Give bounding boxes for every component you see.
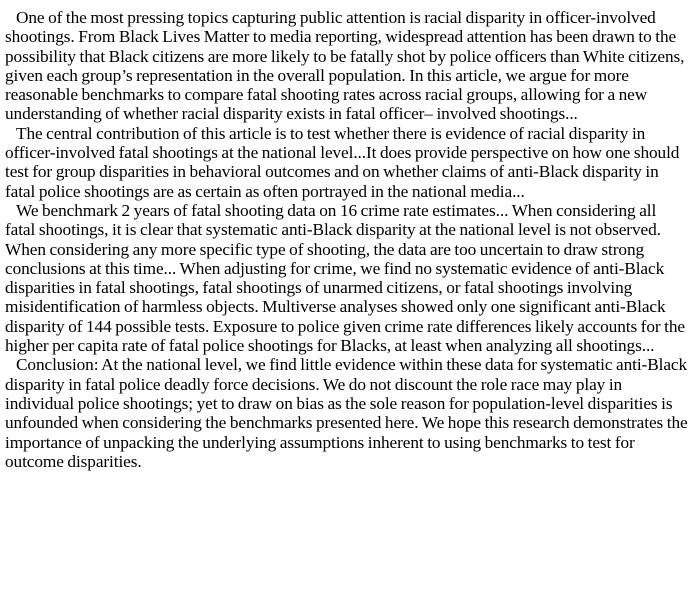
paragraph-central-contribution: The central contribution of this article is to test whether there is evidence of racial disparity in officer-involved fatal shootings at the national level...It does provide perspective on how one should test for group disparities in behavioral outcomes and on whether claims of anti-Black disparity in fatal police shootings are as certain as often portrayed in the national media...: [5, 123, 680, 201]
paragraph-results: We benchmark 2 years of fatal shooting data on 16 crime rate estimates... When considering all fatal shootings, it is clear that systematic anti-Black disparity at the national level is not observed. When considering any more specific type of shooting, the data are too uncertain to draw strong conclusions at this time... When adjusting for crime, we find no systematic evidence of anti-Black disparities in fatal shootings, fatal shootings of unarmed citizens, or fatal shootings involving misidentification of harmless objects. Multiverse analyses showed only one significant anti-Black disparity of 144 possible tests. Exposure to police given crime rate differences likely accounts for the higher per capita rate of fatal police shootings for Blacks, at least when analyzing all shootings...: [5, 200, 685, 356]
paragraph-conclusion: Conclusion: At the national level, we find little evidence within these data for systematic anti-Black disparity in fatal police deadly force decisions. We do not discount the role race may play in individual police shootings; yet to draw on bias as the sole reason for population-level disparities is unfounded when considering the benchmarks presented here. We hope this research demonstrates the importance of unpacking the underlying assumptions inherent to using benchmarks to test for outcome disparities.: [5, 355, 688, 471]
paragraph-introduction: One of the most pressing topics capturing public attention is racial disparity in officer-involved shootings. From Black Lives Matter to media reporting, widespread attention has been drawn to the possibility that Black citizens are more likely to be fatally shot by police officers than White citizens, given each group’s representation in the overall population. In this article, we argue for more reasonable benchmarks to compare fatal shooting rates across racial groups, allowing for a new understanding of whether racial disparity exists in fatal officer– involved shootings...: [5, 8, 685, 124]
